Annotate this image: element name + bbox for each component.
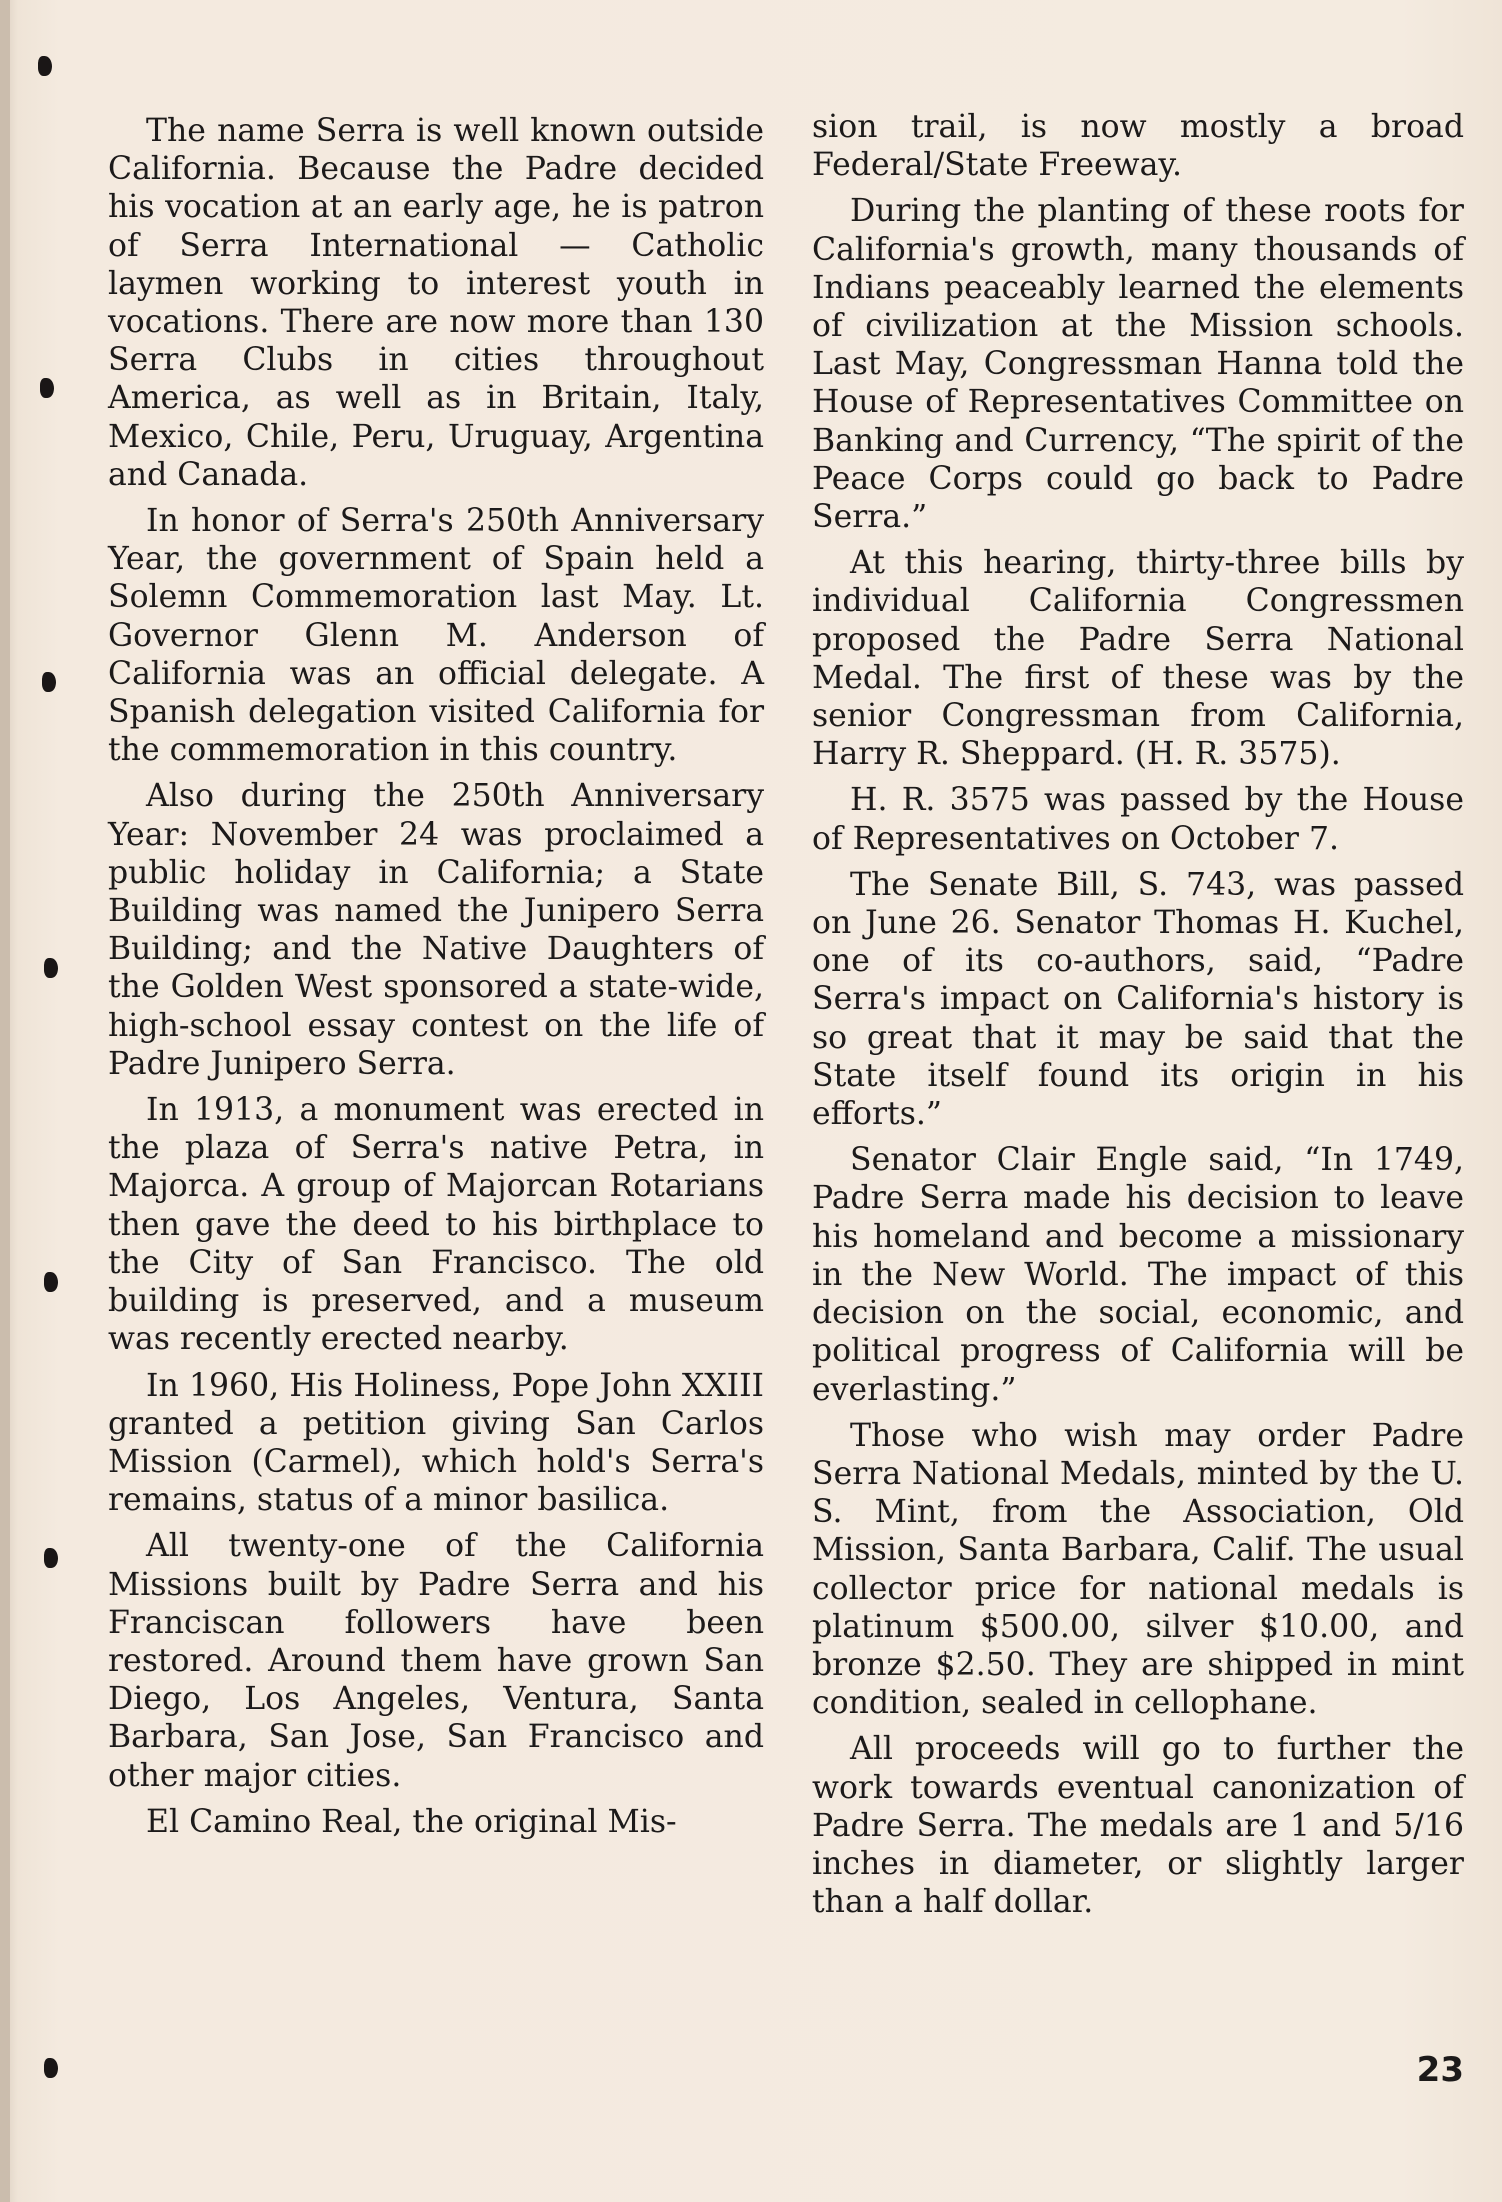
paragraph: Those who wish may order Padre Serra National Medals, minted by the U. S. Mint, from the Association, Old Mission, Santa Barbara, Calif. The usual collector price for national medals is platinum $500.00, silver $10.00, and bronze $2.50. They are shipped in mint condition, sealed in cellophane. — [812, 1417, 1464, 1722]
paragraph: All proceeds will go to further the work towards eventual canonization of Padre Serra. The medals are 1 and 5/16 inches in diameter, or slightly larger than a half dollar. — [812, 1731, 1464, 1921]
paragraph: H. R. 3575 was passed by the House of Representatives on October 7. — [812, 782, 1464, 857]
punch-hole — [44, 958, 58, 978]
right-column — [812, 108, 1464, 1929]
paragraph: El Camino Real, the original Mis- — [146, 1803, 677, 1840]
left-column — [108, 112, 764, 1849]
binding-edge — [0, 0, 10, 2202]
paragraph: In 1913, a monument was erected in the plaza of Serra's native Petra, in Majorca. A group of Majorcan Rotarians then gave the deed to his birthplace to the City of San Francisco. The old building is preserved, and a museum was recently erected nearby. — [108, 1092, 764, 1358]
punch-hole — [44, 1272, 58, 1292]
paragraph: During the planting of these roots for California's growth, many thousands of Indians peaceably learned the elements of civilization at the Mission schools. Last May, Congressman Hanna told the House of Representatives Committee on Banking and Currency, “The spirit of the Peace Corps could go back to Padre Serra.” — [812, 193, 1464, 536]
page-number: 23 — [1416, 2050, 1464, 2090]
paragraph: In 1960, His Holiness, Pope John XXIII granted a petition giving San Carlos Mission (Carmel), which hold's Serra's remains, status of a minor basilica. — [108, 1367, 764, 1519]
paragraph: Senator Clair Engle said, “In 1749, Padre Serra made his decision to leave his homeland and become a missionary in the New World. The impact of this decision on the social, economic, and political progress of California will be everlasting.” — [812, 1142, 1464, 1408]
paragraph: The name Serra is well known outside California. Because the Padre decided his vocation at an early age, he is patron of Serra International — Catholic laymen working to interest youth in vocations. There are now more than 130 Serra Clubs in cities throughout America, as well as in Britain, Italy, Mexico, Chile, Peru, Uruguay, Argentina and Canada. — [108, 113, 764, 493]
punch-hole — [44, 1548, 58, 1568]
paragraph: At this hearing, thirty-three bills by individual California Congressmen proposed the Padre Serra National Medal. The first of these was by the senior Congressman from California, Harry R. Sheppard. (H. R. 3575). — [812, 545, 1464, 773]
paragraph-continuation: sion trail, is now mostly a broad Federal/State Freeway. — [812, 109, 1464, 184]
punch-hole — [44, 2058, 58, 2078]
paragraph: In honor of Serra's 250th Anniversary Year, the government of Spain held a Solemn Commemoration last May. Lt. Governor Glenn M. Anderson of California was an official delegate. A Spanish delegation visited California for the commemoration in this country. — [108, 503, 764, 769]
punch-hole — [38, 56, 52, 76]
punch-hole — [42, 672, 56, 692]
paragraph: Also during the 250th Anniversary Year: November 24 was proclaimed a public holiday in California; a State Building was named the Junipero Serra Building; and the Native Daughters of the Golden West sponsored a state-wide, high-school essay contest on the life of Padre Junipero Serra. — [108, 778, 764, 1082]
punch-hole — [40, 378, 54, 398]
paragraph: All twenty-one of the California Missions built by Padre Serra and his Franciscan followers have been restored. Around them have grown San Diego, Los Angeles, Ventura, Santa Barbara, San Jose, San Francisco and other major cities. — [108, 1528, 764, 1794]
paragraph: The Senate Bill, S. 743, was passed on June 26. Senator Thomas H. Kuchel, one of its co-authors, said, “Padre Serra's impact on California's history is so great that it may be said that the State itself found its origin in his efforts.” — [812, 866, 1464, 1133]
